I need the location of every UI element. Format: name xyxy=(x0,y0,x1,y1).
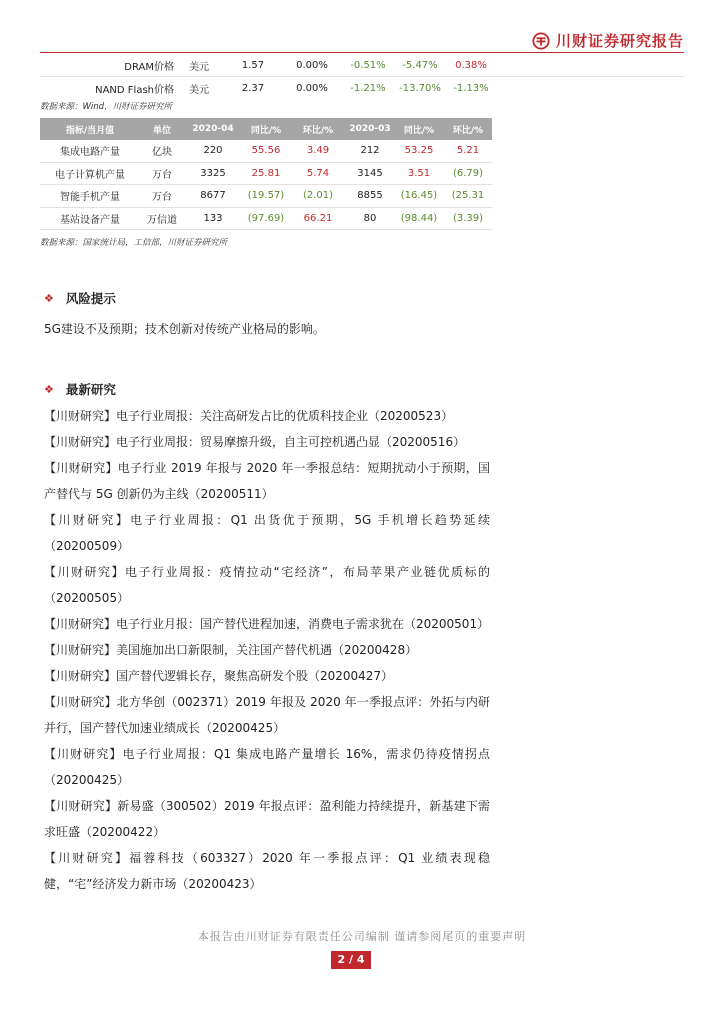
table-header-row xyxy=(40,118,492,140)
metric-name: 基站设备产量 xyxy=(40,207,140,230)
header-rule xyxy=(40,52,684,53)
table-row xyxy=(40,185,492,208)
latest-research-title xyxy=(44,380,116,398)
metric-value: 8677 xyxy=(184,185,242,208)
metric-unit: 万台 xyxy=(140,185,184,208)
metric-unit: 万台 xyxy=(140,162,184,185)
metric-unit: 万信道 xyxy=(140,207,184,230)
mom-value: 66.21 xyxy=(290,207,346,230)
research-item: 【川财研究】电子行业 2019 年报与 2020 年一季报总结：短期扰动小于预期，国产替代与 5G 创新仍为主线（20200511） xyxy=(44,461,490,501)
mom-value: (2.01) xyxy=(290,185,346,208)
price-unit: 美元 xyxy=(189,84,209,96)
metric-name: 电子计算机产量 xyxy=(40,162,140,185)
table-row xyxy=(40,207,492,230)
metric-value: 220 xyxy=(184,140,242,162)
yoy-value: (98.44) xyxy=(394,207,444,230)
company-logo-icon xyxy=(532,32,550,50)
column-header: 同比/% xyxy=(394,118,444,140)
yoy-value: 53.25 xyxy=(394,140,444,162)
price-value: 1.57 xyxy=(224,54,282,77)
yoy-value: (19.57) xyxy=(242,185,290,208)
research-item: 【川财研究】新易盛（300502）2019 年报点评：盈利能力持续提升，新基建下需求旺盛（20200422） xyxy=(44,799,490,839)
mom-value: (25.31 xyxy=(444,185,492,208)
price-unit: 美元 xyxy=(174,54,224,77)
research-item: 【川财研究】电子行业周报：关注高研发占比的优质科技企业（20200523） xyxy=(44,409,454,423)
yoy-value: 25.81 xyxy=(242,162,290,185)
memory-price-table xyxy=(40,54,684,99)
column-header: 环比/% xyxy=(444,118,492,140)
price-change: -1.21% xyxy=(350,82,386,94)
price-change: -13.70% xyxy=(399,82,441,94)
section-title-text: 最新研究 xyxy=(65,382,116,397)
mom-value: 5.74 xyxy=(290,162,346,185)
table-row xyxy=(40,162,492,185)
risk-section-title xyxy=(44,289,116,307)
table-row xyxy=(40,140,492,162)
price-change: 0.00% xyxy=(296,82,328,94)
diamond-bullet-icon: ❖ xyxy=(44,382,54,396)
production-table-source: 数据来源：国家统计局，工信部，川财证券研究所 xyxy=(40,238,228,248)
price-change: 0.38% xyxy=(446,54,496,77)
disclaimer-note: 本报告由川财证券有限责任公司编制 谨请参阅尾页的重要声明 xyxy=(197,930,527,943)
yoy-value: 55.56 xyxy=(242,140,290,162)
metric-value: 3145 xyxy=(346,162,394,185)
price-name: NAND Flash价格 xyxy=(95,84,174,96)
metric-value: 80 xyxy=(346,207,394,230)
research-item: 【川财研究】电子行业月报：国产替代进程加速，消费电子需求犹在（20200501） xyxy=(44,617,490,631)
column-header: 单位 xyxy=(140,118,184,140)
metric-value: 8855 xyxy=(346,185,394,208)
production-table xyxy=(40,118,492,230)
column-header: 同比/% xyxy=(242,118,290,140)
metric-name: 集成电路产量 xyxy=(40,140,140,162)
metric-name: 智能手机产量 xyxy=(40,185,140,208)
research-item: 【川财研究】电子行业周报：Q1 出货优于预期，5G 手机增长趋势延续（20200509） xyxy=(44,513,490,553)
research-item: 【川财研究】电子行业周报：Q1 集成电路产量增长 16%，需求仍待疫情拐点（20200425） xyxy=(44,747,490,787)
yoy-value: 3.51 xyxy=(394,162,444,185)
mom-value: 5.21 xyxy=(444,140,492,162)
column-header: 2020-04 xyxy=(184,118,242,140)
risk-text: 5G建设不及预期；技术创新对传统产业格局的影响。 xyxy=(44,322,325,336)
price-change: -1.13% xyxy=(453,82,489,94)
metric-value: 212 xyxy=(346,140,394,162)
price-change: -0.51% xyxy=(342,54,394,77)
price-name: DRAM价格 xyxy=(40,54,174,77)
research-item: 【川财研究】电子行业周报：疫情拉动“宅经济”，布局苹果产业链优质标的（20200505） xyxy=(44,565,490,605)
price-change: -5.47% xyxy=(394,54,446,77)
yoy-value: (16.45) xyxy=(394,185,444,208)
brand-title: 川财证券研究报告 xyxy=(555,32,684,50)
column-header: 环比/% xyxy=(290,118,346,140)
column-header: 2020-03 xyxy=(346,118,394,140)
research-item: 【川财研究】福蓉科技（603327）2020 年一季报点评：Q1 业绩表现稳健，“宅”经济发力新市场（20200423） xyxy=(44,851,490,891)
yoy-value: (97.69) xyxy=(242,207,290,230)
diamond-bullet-icon: ❖ xyxy=(44,291,54,305)
research-item: 【川财研究】美国施加出口新限制，关注国产替代机遇（20200428） xyxy=(44,643,418,657)
price-value: 2.37 xyxy=(241,82,265,94)
table-row xyxy=(40,54,684,77)
page-number: 2 / 4 xyxy=(331,951,371,969)
mom-value: (3.39) xyxy=(444,207,492,230)
metric-value: 133 xyxy=(184,207,242,230)
column-header: 指标/当月值 xyxy=(40,118,140,140)
price-table-source: 数据来源：Wind，川财证券研究所 xyxy=(40,102,173,112)
metric-unit: 亿块 xyxy=(140,140,184,162)
brand-header xyxy=(532,30,684,51)
mom-value: (6.79) xyxy=(444,162,492,185)
table-row xyxy=(40,77,684,100)
section-title-text: 风险提示 xyxy=(65,291,116,306)
research-item: 【川财研究】电子行业周报：贸易摩擦升级，自主可控机遇凸显（20200516） xyxy=(44,435,466,449)
price-change: 0.00% xyxy=(282,54,342,77)
research-item: 【川财研究】国产替代逻辑长存，聚焦高研发个股（20200427） xyxy=(44,669,394,683)
metric-value: 3325 xyxy=(184,162,242,185)
research-list xyxy=(44,403,490,897)
mom-value: 3.49 xyxy=(290,140,346,162)
research-item: 【川财研究】北方华创（002371）2019 年报及 2020 年一季报点评：外拓与内研并行，国产替代加速业绩成长（20200425） xyxy=(44,695,490,735)
